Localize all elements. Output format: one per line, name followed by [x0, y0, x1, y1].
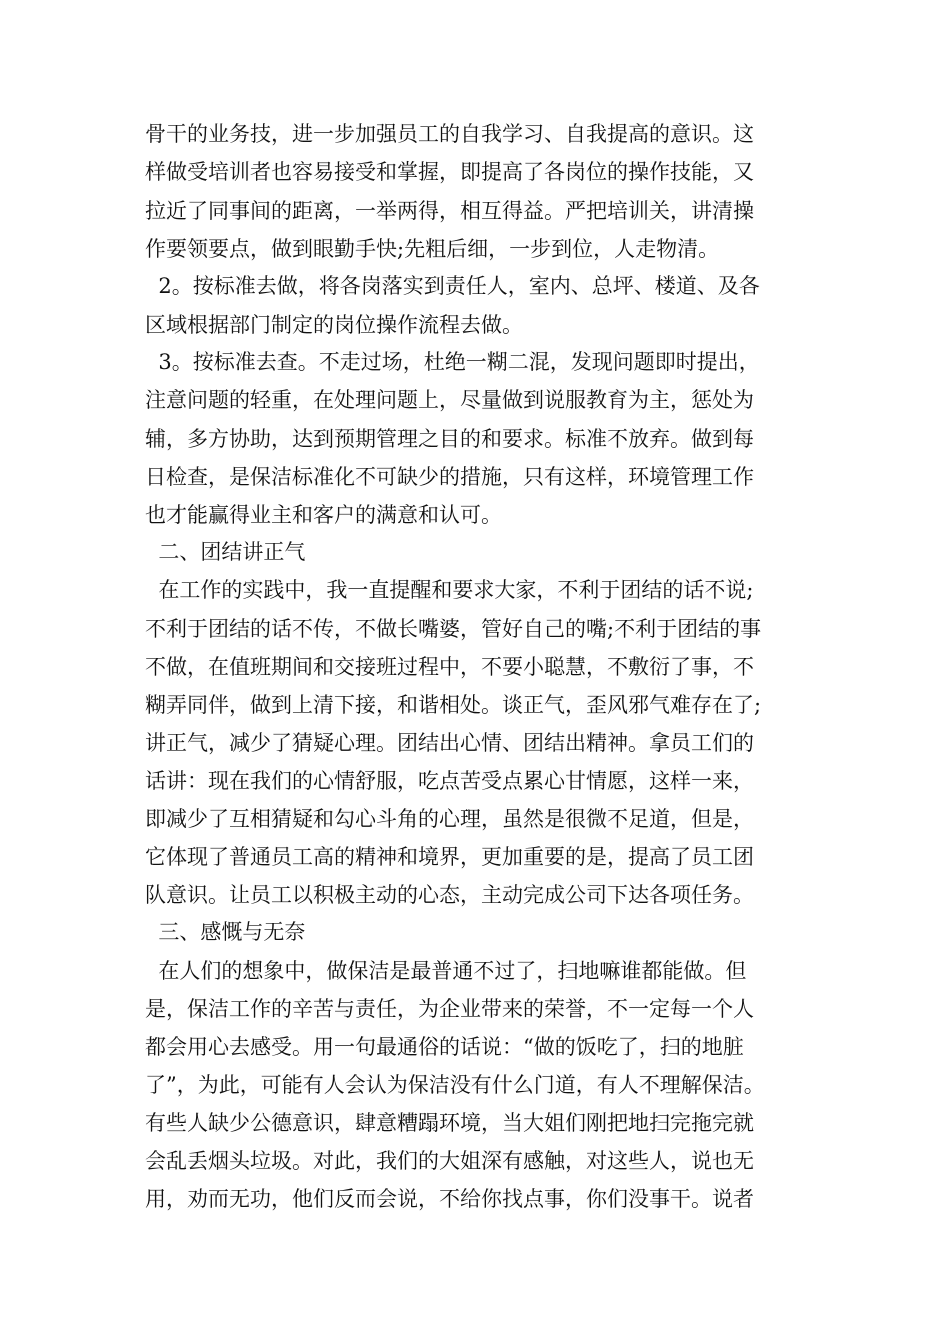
- text-line: 骨干的业务技，进一步加强员工的自我学习、自我提高的意识。这: [145, 122, 754, 146]
- section-heading: 三、感慨与无奈: [145, 920, 306, 944]
- text-line: 在人们的想象中，做保洁是最普通不过了，扫地嘛谁都能做。但: [145, 959, 747, 983]
- text-line: 不做，在值班期间和交接班过程中，不要小聪慧，不敷衍了事，不: [145, 655, 754, 679]
- text-line: 话讲：现在我们的心情舒服，吃点苦受点累心甘情愿，这样一来，: [145, 769, 754, 793]
- text-line: 在工作的实践中，我一直提醒和要求大家，不利于团结的话不说;: [145, 578, 754, 602]
- text-line: 了”，为此，可能有人会认为保洁没有什么门道，有人不理解保洁。: [145, 1073, 765, 1097]
- text-line: 用，劝而无功，他们反而会说，不给你找点事，你们没事干。说者: [145, 1187, 754, 1211]
- text-line: 有些人缺少公德意识，肆意糟蹋环境，当大姐们刚把地扫完拖完就: [145, 1111, 754, 1135]
- text-line: 辅，多方协助，达到预期管理之目的和要求。标准不放弃。做到每: [145, 427, 754, 451]
- text-line: 2。按标准去做，将各岗落实到责任人，室内、总坪、楼道、及各: [145, 274, 760, 298]
- text-line: 区域根据部门制定的岗位操作流程去做。: [145, 313, 523, 337]
- text-line: 日检查，是保洁标准化不可缺少的措施，只有这样，环境管理工作: [145, 465, 754, 489]
- text-line: 会乱丢烟头垃圾。对此，我们的大姐深有感触，对这些人，说也无: [145, 1149, 754, 1173]
- text-line: 即减少了互相猜疑和勾心斗角的心理，虽然是很微不足道，但是，: [145, 807, 754, 831]
- text-line: 也才能赢得业主和客户的满意和认可。: [145, 503, 502, 527]
- text-line: 糊弄同伴，做到上清下接，和谐相处。谈正气，歪风邪气难存在了;: [145, 693, 762, 717]
- text-line: 队意识。让员工以积极主动的心态，主动完成公司下达各项任务。: [145, 883, 754, 907]
- text-line: 是，保洁工作的辛苦与责任，为企业带来的荣誉，不一定每一个人: [145, 997, 754, 1021]
- text-line: 它体现了普通员工高的精神和境界，更加重要的是，提高了员工团: [145, 845, 754, 869]
- text-line: 作要领要点，做到眼勤手快;先粗后细，一步到位，人走物清。: [145, 237, 720, 261]
- section-heading: 二、团结讲正气: [145, 540, 306, 564]
- text-line: 3。按标准去查。不走过场，杜绝一糊二混，发现问题即时提出，: [145, 350, 760, 374]
- text-line: 注意问题的轻重，在处理问题上，尽量做到说服教育为主，惩处为: [145, 388, 754, 412]
- text-line: 拉近了同事间的距离，一举两得，相互得益。严把培训关，讲清操: [145, 199, 754, 223]
- text-line: 不利于团结的话不传，不做长嘴婆，管好自己的嘴;不利于团结的事: [145, 617, 762, 641]
- text-line: 样做受培训者也容易接受和掌握，即提高了各岗位的操作技能，又: [145, 160, 754, 184]
- text-line: 都会用心去感受。用一句最通俗的话说：“做的饭吃了，扫的地脏: [145, 1035, 744, 1059]
- text-line: 讲正气，减少了猜疑心理。团结出心情、团结出精神。拿员工们的: [145, 731, 754, 755]
